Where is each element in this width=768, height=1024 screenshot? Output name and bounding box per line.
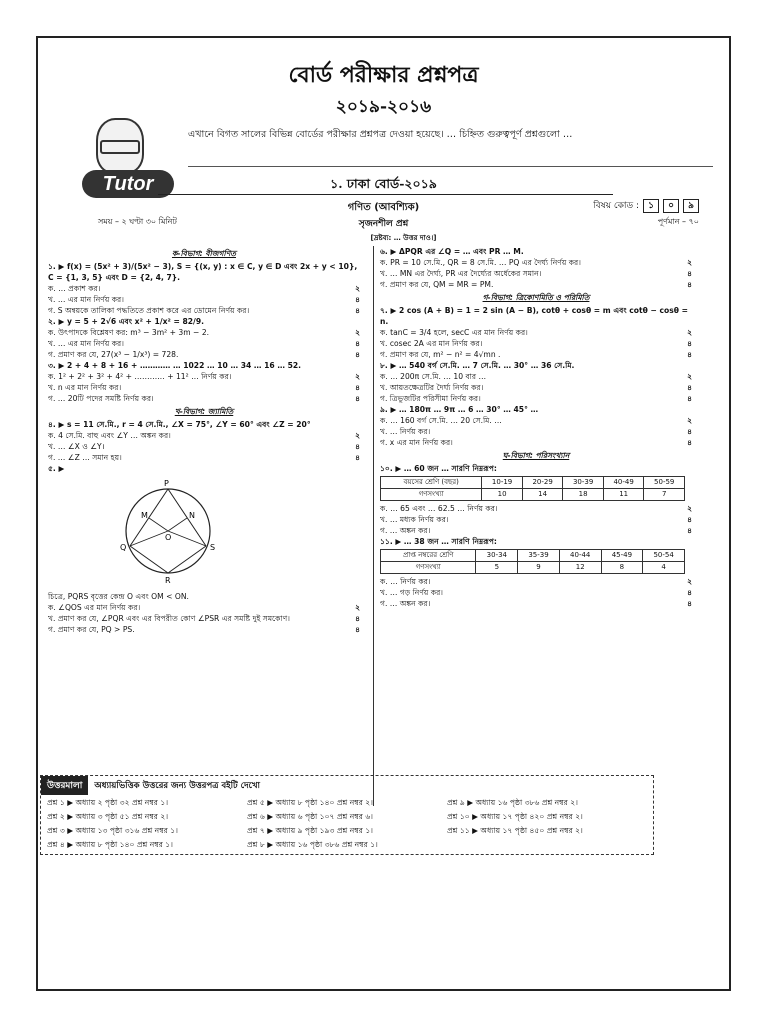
table-cell: 45-49 xyxy=(601,550,643,562)
question-part: গ. … 20টি পদের সমষ্টি নির্ণয় কর। xyxy=(48,394,154,403)
question-part: ক. ∠QOS এর মান নির্ণয় কর। xyxy=(48,603,141,612)
table-cell: 10-19 xyxy=(482,477,523,489)
marks: ২ xyxy=(687,328,692,337)
question-part: ক. … 160 বর্গ সে.মি. … 20 সে.মি. … xyxy=(380,416,502,425)
question-part: গ. … অঙ্কন কর। xyxy=(380,526,431,535)
answer-key xyxy=(40,775,654,855)
question-part: গ. প্রমাণ কর যে, m² − n² = 4√mn . xyxy=(380,350,501,359)
table-cell: 5 xyxy=(476,562,518,574)
answer-item: প্রশ্ন ৭ ▶ অধ্যায় ৯ পৃষ্ঠা ১৯৩ প্রশ্ন নম্বর ১। xyxy=(247,826,373,835)
answer-item: প্রশ্ন ৪ ▶ অধ্যায় ৮ পৃষ্ঠা ১৪০ প্রশ্ন নম্বর ১। xyxy=(47,840,173,849)
marks: ৪ xyxy=(355,394,360,403)
marks: ৪ xyxy=(687,350,692,359)
marks: ২ xyxy=(687,258,692,267)
table-row-label: প্রাপ্ত নম্বরের শ্রেণি xyxy=(381,550,476,562)
question-part: গ. … ∠Z … সমান হয়। xyxy=(48,453,122,462)
marks: ২ xyxy=(687,416,692,425)
radius-oq xyxy=(130,531,168,546)
marks: ৪ xyxy=(687,383,692,392)
marks: ৪ xyxy=(355,350,360,359)
marks: ৪ xyxy=(687,599,692,608)
table-cell: 40-49 xyxy=(603,477,644,489)
question-9: ৯. ▶ … 180π … 9π … 6 … 30° … 45° … xyxy=(380,405,539,414)
question-part: ক. উৎপাদকে বিশ্লেষণ কর: m³ − 3m² + 3m − 2. xyxy=(48,328,210,337)
table-cell: 50-54 xyxy=(643,550,685,562)
section-heading: গ-বিভাগ: ত্রিকোণমিতি ও পরিমিতি xyxy=(482,293,590,302)
marks: ২ xyxy=(355,328,360,337)
segment-om xyxy=(149,518,168,531)
question-part: খ. … নির্ণয় কর। xyxy=(380,427,431,436)
table-row-label: গণসংখ্যা xyxy=(381,489,482,501)
question-part: গ. x এর মান নির্ণয় কর। xyxy=(380,438,453,447)
question-5-statement: চিত্রে, PQRS বৃত্তের কেন্দ্র O এবং OM < ON. xyxy=(48,592,189,601)
question-part: খ. … এর মান নির্ণয় কর। xyxy=(48,295,124,304)
question-part: খ. আয়তক্ষেত্রটির দৈর্ঘ্য নির্ণয় কর। xyxy=(380,383,484,392)
marks: ২ xyxy=(355,372,360,381)
question-8: ৮. ▶ … 540 বর্গ সে.মি. … 7 সে.মি. … 30° … 36 সে.মি. xyxy=(380,361,575,370)
question-part: ক. … 200π সে.মি. … 10 বার … xyxy=(380,372,487,381)
question-part: গ. প্রমাণ কর যে, QM = MR = PM. xyxy=(380,280,494,289)
question-part: ক. … 65 এবং … 62.5 … নির্ণয় কর। xyxy=(380,504,498,513)
table-cell: 35-39 xyxy=(518,550,560,562)
question-6: ৬. ▶ ΔPQR এর ∠Q = … এবং PR … M. xyxy=(380,247,524,256)
marks: ৪ xyxy=(687,280,692,289)
question-part: ক. 1² + 2² + 3² + 4² + ………… + 11² … নির্ণয় কর। xyxy=(48,372,232,381)
question-part: গ. প্রমাণ কর যে, PQ > PS. xyxy=(48,625,135,634)
left-column xyxy=(48,246,360,635)
right-column xyxy=(380,246,692,609)
question-part: খ. cosec 2A এর মান নির্ণয় কর। xyxy=(380,339,483,348)
question-part: গ. ত্রিভুজটির পরিসীমা নির্ণয় কর। xyxy=(380,394,481,403)
label-m: M xyxy=(141,511,148,520)
table-cell: 18 xyxy=(563,489,604,501)
marks: ৪ xyxy=(355,453,360,462)
marks: ২ xyxy=(687,504,692,513)
question-4: ৪. ▶ s = 11 সে.মি., r = 4 সে.মি., ∠X = 75°, ∠Y = 60° এবং ∠Z = 20° xyxy=(48,420,311,429)
intro-divider xyxy=(188,166,713,167)
marks: ৪ xyxy=(687,269,692,278)
radius-os xyxy=(168,531,206,546)
circle-figure xyxy=(108,476,228,586)
board-heading: ১. ঢাকা বোর্ড-২০১৯ xyxy=(330,176,437,191)
label-p: P xyxy=(164,479,169,488)
marks: ৪ xyxy=(687,339,692,348)
instructions-note: [দ্রষ্টব্য: … উত্তর দাও।] xyxy=(370,234,437,242)
table-cell: 20-29 xyxy=(522,477,563,489)
answer-item: প্রশ্ন ৯ ▶ অধ্যায় ১৬ পৃষ্ঠা ৩৮৬ প্রশ্ন নম্বর ২। xyxy=(447,798,578,807)
answer-key-tag: উত্তরমালা xyxy=(41,776,88,795)
chord-pq xyxy=(130,489,168,546)
answer-item: প্রশ্ন ২ ▶ অধ্যায় ৩ পৃষ্ঠা ৫১ প্রশ্ন নম্বর ২। xyxy=(47,812,169,821)
answer-item: প্রশ্ন ৬ ▶ অধ্যায় ৬ পৃষ্ঠা ১০৭ প্রশ্ন নম্বর ৬। xyxy=(247,812,373,821)
answer-key-grid xyxy=(41,795,653,854)
question-part: খ. … গড় নির্ণয় কর। xyxy=(380,588,444,597)
label-q: Q xyxy=(120,543,127,552)
table-cell: 8 xyxy=(601,562,643,574)
full-marks: পূর্ণমান – ৭০ xyxy=(657,217,699,226)
answer-item: প্রশ্ন ৮ ▶ অধ্যায় ১৬ পৃষ্ঠা ৩৮৬ প্রশ্ন নম্বর ১। xyxy=(247,840,378,849)
subject-code-digit: ০ xyxy=(663,199,679,213)
table-cell: 4 xyxy=(643,562,685,574)
question-part: খ. n এর মান নির্ণয় কর। xyxy=(48,383,122,392)
question-7: ৭. ▶ 2 cos (A + B) = 1 = 2 sin (A − B), cotθ + cosθ = m এবং cotθ − cosθ = n. xyxy=(380,306,688,326)
chord-ps xyxy=(168,489,206,546)
tutor-logo-text: Tutor xyxy=(82,170,174,198)
exam-time: সময় – ২ ঘণ্টা ৩০ মিনিট xyxy=(98,217,177,226)
question-part: খ. … মধ্যক নির্ণয় কর। xyxy=(380,515,449,524)
question-11: ১১. ▶ … 38 জন … সারণি নিম্নরূপ: xyxy=(380,537,497,546)
question-part: গ. প্রমাণ কর যে, 27(x³ − 1/x³) = 728. xyxy=(48,350,179,359)
marks: ৪ xyxy=(355,442,360,451)
subject-code-label: বিষয় কোড : xyxy=(593,201,639,211)
label-n: N xyxy=(189,511,195,520)
marks: ২ xyxy=(355,603,360,612)
table-cell: 30-34 xyxy=(476,550,518,562)
marks: ৪ xyxy=(355,306,360,315)
segment-on xyxy=(168,518,187,531)
marks: ২ xyxy=(687,577,692,586)
marks: ৪ xyxy=(687,588,692,597)
marks: ৪ xyxy=(355,614,360,623)
section-heading: ক-বিভাগ: বীজগণিত xyxy=(171,249,236,258)
question-part: ক. … প্রকাশ কর। xyxy=(48,284,101,293)
question-10: ১০. ▶ … 60 জন … সারণি নিম্নরূপ: xyxy=(380,464,497,473)
age-distribution-table xyxy=(380,476,685,501)
question-1: ১. ▶ f(x) = (5x² + 3)/(5x² − 3), S = {(x, y) : x ∈ C, y ∈ D এবং 2x + y < 10}, C = {1, 3, 5} এবং D = {2, 4, 7}. xyxy=(48,262,358,282)
marks-distribution-table xyxy=(380,549,685,574)
answer-key-subtitle: অধ্যায়ভিত্তিক উত্তরের জন্য উত্তরপত্র বইটি দেখো xyxy=(94,780,261,791)
question-part: গ. … অঙ্কন কর। xyxy=(380,599,431,608)
marks: ৪ xyxy=(687,394,692,403)
label-s: S xyxy=(210,543,216,552)
marks: ৪ xyxy=(687,515,692,524)
marks: ৪ xyxy=(687,438,692,447)
answer-item: প্রশ্ন ১ ▶ অধ্যায় ২ পৃষ্ঠা ৩২ প্রশ্ন নম্বর ১। xyxy=(47,798,169,807)
table-row-label: বয়সের শ্রেণি (বছর) xyxy=(381,477,482,489)
year-range: ২০১৯-২০১৬ xyxy=(335,97,432,117)
marks: ২ xyxy=(687,372,692,381)
section-heading: ঘ-বিভাগ: পরিসংখ্যান xyxy=(502,451,570,460)
question-part: ক. tanC = 3/4 হলে, secC এর মান নির্ণয় কর। xyxy=(380,328,528,337)
question-2: ২. ▶ y = 5 + 2√6 এবং x² + 1/x² = 82/9. xyxy=(48,317,204,326)
table-cell: 10 xyxy=(482,489,523,501)
column-divider xyxy=(373,246,374,806)
table-cell: 7 xyxy=(644,489,685,501)
table-cell: 11 xyxy=(603,489,644,501)
board-divider xyxy=(158,194,613,195)
subject-title: গণিত (আবশ্যিক) xyxy=(347,202,420,213)
label-r: R xyxy=(165,576,171,585)
marks: ৪ xyxy=(355,383,360,392)
section-heading: খ-বিভাগ: জ্যামিতি xyxy=(174,407,234,416)
marks: ৪ xyxy=(687,526,692,535)
table-cell: 30-39 xyxy=(563,477,604,489)
marks: ২ xyxy=(355,284,360,293)
table-cell: 9 xyxy=(518,562,560,574)
marks: ৪ xyxy=(355,295,360,304)
table-cell: 12 xyxy=(559,562,601,574)
question-part: খ. প্রমাণ কর যে, ∠PQR এবং এর বিপরীত কোণ ∠PSR এর সমষ্টি দুই সমকোণ। xyxy=(48,614,290,623)
subject-code xyxy=(593,198,699,213)
label-o: O xyxy=(165,533,172,542)
marks: ৪ xyxy=(355,339,360,348)
marks: ২ xyxy=(355,431,360,440)
marks: ৪ xyxy=(687,427,692,436)
glasses-icon xyxy=(100,140,140,154)
answer-item: প্রশ্ন ১০ ▶ অধ্যায় ১৭ পৃষ্ঠা ৪২০ প্রশ্ন নম্বর ২। xyxy=(447,812,583,821)
intro-text: এখানে বিগত সালের বিভিন্ন বোর্ডের পরীক্ষার প্রশ্নপত্র দেওয়া হয়েছে। … চিহ্নিত গুরুত্বপূর্ণ প্রশ্নগুলো … xyxy=(188,129,573,140)
table-row-label: গণসংখ্যা xyxy=(381,562,476,574)
question-part: ক. … নির্ণয় কর। xyxy=(380,577,431,586)
table-cell: 40-44 xyxy=(559,550,601,562)
subject-code-digit: ১ xyxy=(643,199,659,213)
answer-item: প্রশ্ন ৩ ▶ অধ্যায় ১৩ পৃষ্ঠা ৩১৬ প্রশ্ন নম্বর ১। xyxy=(47,826,178,835)
table-cell: 14 xyxy=(522,489,563,501)
page-title: বোর্ড পরীক্ষার প্রশ্নপত্র xyxy=(288,62,479,88)
question-part: ক. PR = 10 সে.মি., QR = 8 সে.মি. … PQ এর দৈর্ঘ্য নির্ণয় কর। xyxy=(380,258,581,267)
question-part: ক. 4 সে.মি. বাহু এবং ∠Y … অঙ্কন কর। xyxy=(48,431,171,440)
question-part: খ. … এর মান নির্ণয় কর। xyxy=(48,339,124,348)
question-3: ৩. ▶ 2 + 4 + 8 + 16 + ………… … 1022 … 10 … 34 … 16 … 52. xyxy=(48,361,302,370)
answer-item: প্রশ্ন ৫ ▶ অধ্যায় ৮ পৃষ্ঠা ১৪০ প্রশ্ন নম্বর ২। xyxy=(247,798,373,807)
answer-item: প্রশ্ন ১১ ▶ অধ্যায় ১৭ পৃষ্ঠা ৪৫০ প্রশ্ন নম্বর ২। xyxy=(447,826,583,835)
marks: ৪ xyxy=(355,625,360,634)
question-5: ৫. ▶ xyxy=(48,464,65,473)
table-cell: 50-59 xyxy=(644,477,685,489)
creative-heading: সৃজনশীল প্রশ্ন xyxy=(358,219,409,229)
subject-code-digit: ৯ xyxy=(683,199,699,213)
question-part: খ. … ∠X ও ∠Y। xyxy=(48,442,105,451)
question-part: গ. S অন্বয়কে তালিকা পদ্ধতিতে প্রকাশ করে এর ডোমেন নির্ণয় কর। xyxy=(48,306,250,315)
question-part: খ. … MN এর দৈর্ঘ্য, PR এর দৈর্ঘ্যের অর্ধেকের সমান। xyxy=(380,269,542,278)
